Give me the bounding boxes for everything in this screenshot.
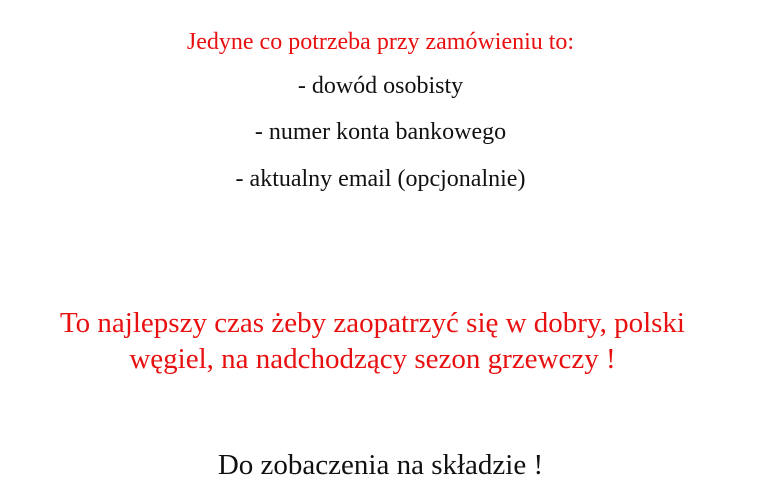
farewell-message: Do zobaczenia na składzie ! (217, 449, 544, 481)
promo-line-1: To najlepszy czas żeby zaopatrzyć się w dobry, polski (59, 307, 685, 339)
intro-heading: Jedyne co potrzeba przy zamówieniu to: (186, 29, 575, 55)
requirement-item-email: - aktualny email (opcjonalnie) (235, 166, 526, 192)
promo-line-2: węgiel, na nadchodzący sezon grzewczy ! (129, 343, 616, 375)
requirement-item-id-card: - dowód osobisty (297, 73, 464, 99)
requirement-item-bank-account: - numer konta bankowego (254, 119, 507, 145)
promo-message (0, 305, 745, 377)
